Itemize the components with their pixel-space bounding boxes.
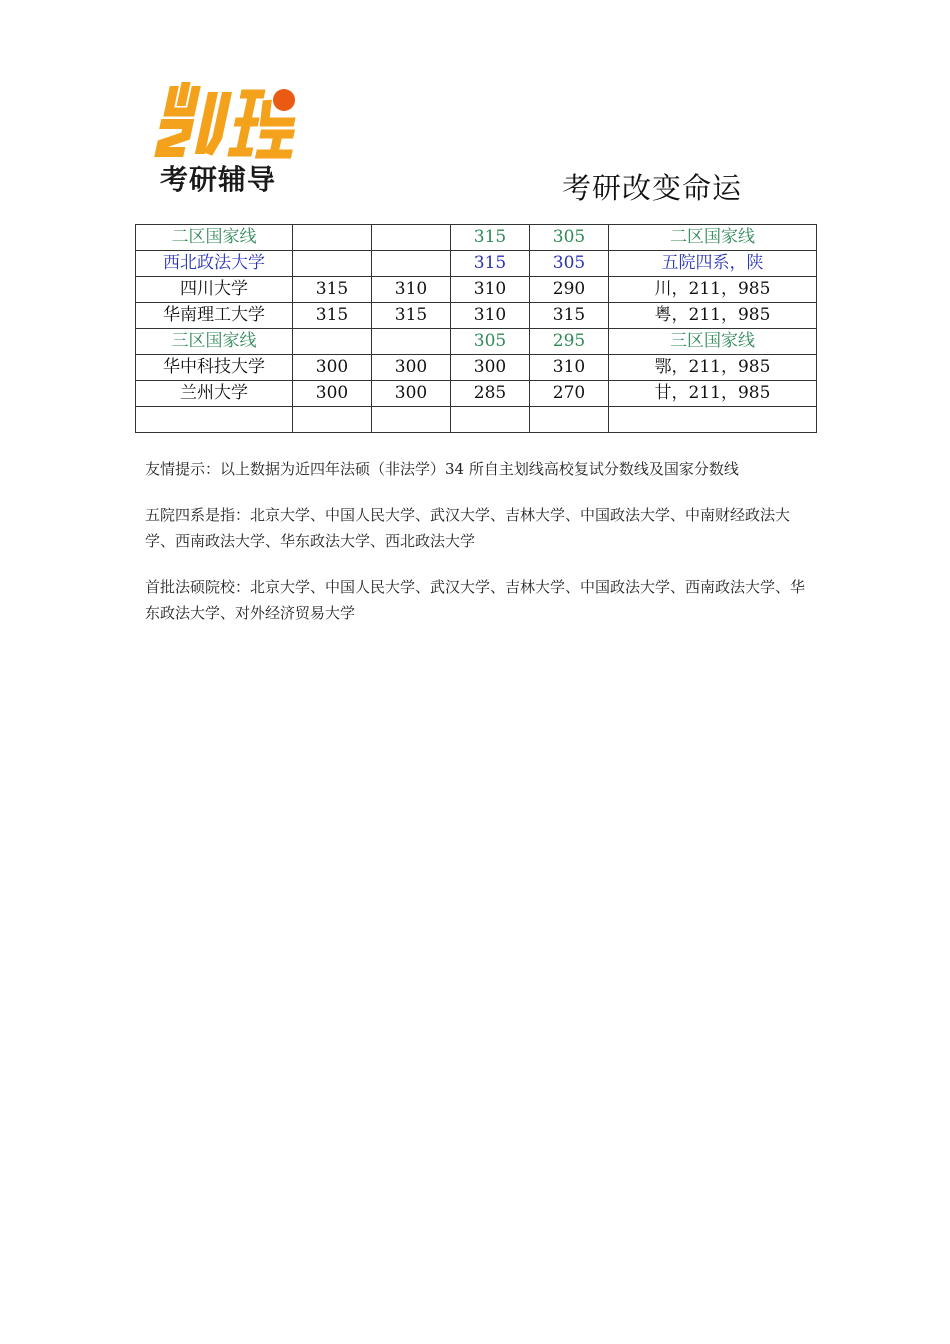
table-row <box>136 381 817 407</box>
table-cell: 315 <box>530 303 609 329</box>
table-cell: 二区国家线 <box>609 225 817 251</box>
score-table <box>135 224 817 433</box>
table-cell: 粤，211，985 <box>609 303 817 329</box>
table-cell: 五院四系，陕 <box>609 251 817 277</box>
table-cell <box>293 407 372 433</box>
table-cell <box>530 407 609 433</box>
table-cell <box>136 407 293 433</box>
table-cell: 305 <box>530 225 609 251</box>
table-cell: 290 <box>530 277 609 303</box>
table-cell: 甘，211，985 <box>609 381 817 407</box>
table-cell: 285 <box>451 381 530 407</box>
table-cell <box>372 225 451 251</box>
table-cell: 315 <box>451 225 530 251</box>
kaicheng-logo <box>150 78 310 198</box>
table-row <box>136 329 817 355</box>
table-cell: 300 <box>293 381 372 407</box>
table-cell: 300 <box>372 381 451 407</box>
score-table-body <box>136 225 817 433</box>
table-cell: 华中科技大学 <box>136 355 293 381</box>
table-cell: 305 <box>530 251 609 277</box>
table-cell: 三区国家线 <box>136 329 293 355</box>
table-cell: 310 <box>451 303 530 329</box>
table-cell: 315 <box>293 277 372 303</box>
table-cell <box>451 407 530 433</box>
table-cell: 300 <box>372 355 451 381</box>
table-cell: 西北政法大学 <box>136 251 293 277</box>
table-row <box>136 303 817 329</box>
table-cell: 鄂，211，985 <box>609 355 817 381</box>
table-cell: 二区国家线 <box>136 225 293 251</box>
table-cell: 305 <box>451 329 530 355</box>
table-cell: 四川大学 <box>136 277 293 303</box>
table-cell <box>372 407 451 433</box>
first-batch-note: 首批法硕院校：北京大学、中国人民大学、武汉大学、吉林大学、中国政法大学、西南政法大学、华东政法大学、对外经济贸易大学 <box>145 578 806 622</box>
friendly-tip: 友情提示：以上数据为近四年法硕（非法学）34 所自主划线高校复试分数线及国家分数线 <box>145 460 739 478</box>
table-cell <box>293 251 372 277</box>
table-cell <box>293 225 372 251</box>
table-cell <box>293 329 372 355</box>
table-cell: 315 <box>293 303 372 329</box>
table-cell: 310 <box>530 355 609 381</box>
table-row <box>136 407 817 433</box>
logo-dot <box>273 89 295 111</box>
table-row <box>136 277 817 303</box>
slogan: 考研改变命运 <box>562 171 743 205</box>
table-cell: 三区国家线 <box>609 329 817 355</box>
table-cell <box>372 251 451 277</box>
table-cell: 华南理工大学 <box>136 303 293 329</box>
table-cell: 300 <box>451 355 530 381</box>
logo-sub-label: 考研辅导 <box>160 163 277 196</box>
table-cell <box>372 329 451 355</box>
table-cell: 310 <box>372 277 451 303</box>
table-row <box>136 355 817 381</box>
table-cell: 270 <box>530 381 609 407</box>
table-cell: 川，211，985 <box>609 277 817 303</box>
table-cell: 315 <box>451 251 530 277</box>
table-row <box>136 225 817 251</box>
five-schools-four-depts-note: 五院四系是指：北京大学、中国人民大学、武汉大学、吉林大学、中国政法大学、中南财经政法大学、西南政法大学、华东政法大学、西北政法大学 <box>145 506 791 550</box>
table-cell: 兰州大学 <box>136 381 293 407</box>
table-cell: 315 <box>372 303 451 329</box>
table-cell <box>609 407 817 433</box>
notes <box>145 456 815 646</box>
table-cell: 300 <box>293 355 372 381</box>
table-row <box>136 251 817 277</box>
table-cell: 310 <box>451 277 530 303</box>
table-cell: 295 <box>530 329 609 355</box>
